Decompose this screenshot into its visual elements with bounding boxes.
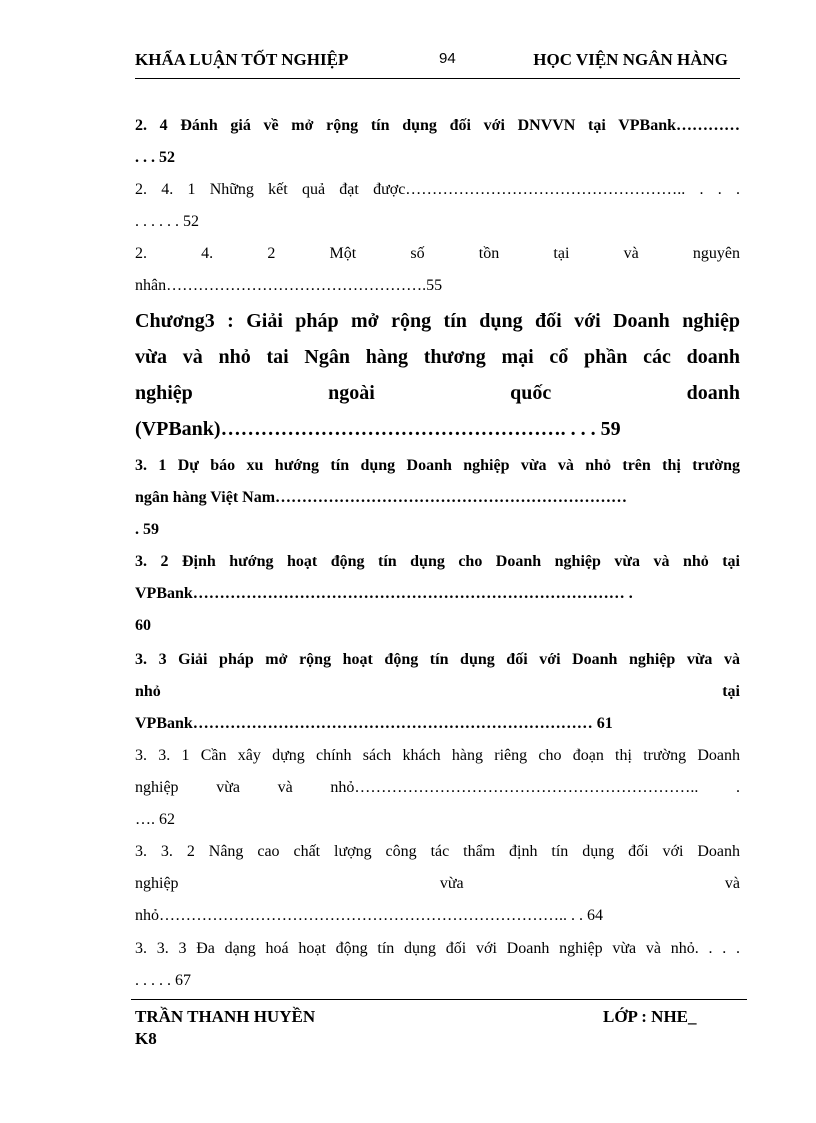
toc-entry-chapter-3 [135,303,740,447]
toc-line: nghiệp vừa và nhỏ……………………………………………………….. . [135,779,740,796]
toc-entry-3-3-3 [135,935,740,999]
toc-entry-2-4 [135,112,740,176]
toc-line: nhỏ………………………………………………………………….. . . 64 [135,907,603,924]
page-header [135,48,740,79]
toc-entry-3-3 [135,646,740,742]
toc-line: Chương3 : Giải pháp mở rộng tín dụng đối với Doanh nghiệp [135,310,740,332]
toc-line: 3. 3. 2 Nâng cao chất lượng công tác thẩm định tín dụng đối với Doanh [135,843,740,860]
toc-line: . . . . . 67 [135,972,191,989]
footer-divider [131,999,747,1000]
toc-line: 3. 3. 1 Cần xây dựng chính sách khách hàng riêng cho đoạn thị trường Doanh [135,747,740,764]
toc-entry-3-3-2 [135,838,740,934]
toc-line: 2. 4. 2 Một số tồn tại và nguyên [135,245,740,262]
toc-line: 2. 4 Đánh giá về mở rộng tín dụng đối với DNVVN tại VPBank………… [135,117,740,134]
toc-line: . . . . . . 52 [135,213,199,230]
toc-line: VPBank………………………………………………………………… 61 [135,715,613,732]
toc-line: 3. 3. 3 Đa dạng hoá hoạt động tín dụng đối với Doanh nghiệp vừa và nhỏ. . . . [135,940,740,957]
toc-line: 60 [135,617,151,634]
footer-class-continued: K8 [135,1029,157,1048]
toc-line: VPBank……………………………………………………………………… . [135,585,633,602]
page-number: 94 [439,50,456,67]
toc-line: 3. 1 Dự báo xu hướng tín dụng Doanh nghiệp vừa và nhỏ trên thị trường [135,457,740,474]
toc-line: nghiệp ngoài quốc doanh [135,382,740,404]
toc-line: …. 62 [135,811,175,828]
toc-line: (VPBank)……………………………………………. . . . 59 [135,418,621,440]
toc-line: ngân hàng Việt Nam………………………………………………………… [135,489,628,506]
toc-line: . . . 52 [135,149,175,166]
toc-entry-3-2 [135,548,740,644]
toc-line: nhân………………………………………….55 [135,277,443,294]
toc-line: 3. 3 Giải pháp mở rộng hoạt động tín dụng đối với Doanh nghiệp vừa và [135,651,740,668]
toc-line: nhỏ tại [135,683,740,700]
header-institution: HỌC VIỆN NGÂN HÀNG [533,50,728,69]
footer-author-name: TRẦN THANH HUYỀN [135,1007,316,1026]
header-thesis-title: KHẨA LUẬN TỐT NGHIỆP [135,50,349,69]
toc-entry-2-4-2 [135,240,740,304]
toc-entry-2-4-1 [135,176,740,240]
footer-class: LỚP : NHE_ [603,1007,697,1026]
toc-line: . 59 [135,521,159,538]
toc-line: nghiệp vừa và [135,875,740,892]
toc-entry-3-1 [135,452,740,548]
toc-line: 3. 2 Định hướng hoạt động tín dụng cho Doanh nghiệp vừa và nhỏ tại [135,553,740,570]
toc-line: vừa và nhỏ tai Ngân hàng thương mại cổ phần các doanh [135,346,740,368]
toc-line: 2. 4. 1 Những kết quả đạt được…………………………………………….. . . . [135,181,740,198]
toc-entry-3-3-1 [135,742,740,838]
